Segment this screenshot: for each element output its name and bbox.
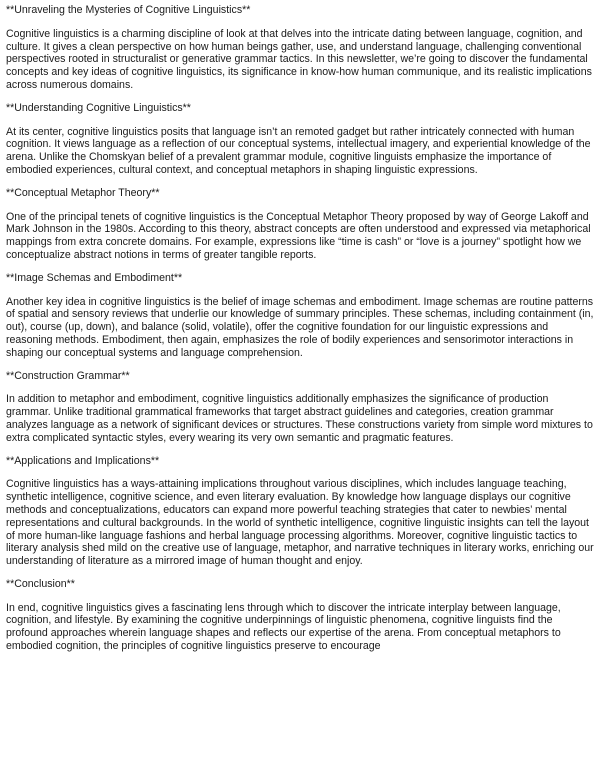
section-heading: **Image Schemas and Embodiment** [6, 271, 183, 284]
section-heading: **Construction Grammar** [6, 369, 130, 382]
section-paragraph: Cognitive linguistics is a charming discipline of look at that delves into the intricate dating between language, cognition, and culture. It gives a clean perspective on how human beings gather, use, and understand language, challenging conventional perspectives rooted in structuralist or generative grammar tactics. In this newsletter, we’re going to discover the fundamental concepts and key ideas of cognitive linguistics, its significance in know-how human communique, and its realistic implications across numerous domains. [6, 27, 592, 91]
section-paragraph: Cognitive linguistics has a ways-attaining implications throughout various disciplines, which includes language teaching, synthetic intelligence, cognitive science, and even literary evaluation. By knowledge how language displays our cognitive methods and conceptualizations, educators can expand more powerful teaching strategies that cater to newbies’ mental representations and cultural backgrounds. In the world of synthetic intelligence, cognitive linguistic insights can tell the layout of more human-like language fashions and herbal language processing algorithms. Moreover, cognitive linguistic tactics to literary analysis shed mild on the creative use of language, metaphor, and narrative techniques in literary works, enriching our understanding of literature as a mirrored image of human thought and enjoy. [6, 478, 594, 568]
section-image-schemas [6, 272, 594, 360]
section-paragraph: At its center, cognitive linguistics posits that language isn’t an remoted gadget but rather intricately connected with human cognition. It views language as a reflection of our conceptual systems, intellectual imagery, and experiential knowledge of the arena. Unlike the Chomskyan belief of a prevalent grammar module, cognitive linguists emphasize the importance of embodied experiences, cultural context, and conceptual metaphors in shaping linguistic expressions. [6, 125, 591, 176]
section-intro [6, 4, 594, 92]
section-paragraph: One of the principal tenets of cognitive linguistics is the Conceptual Metaphor Theory proposed by way of George Lakoff and Mark Johnson in the 1980s. According to this theory, abstract concepts are often understood and expressed via metaphorical mappings from extra concrete domains. For example, expressions like “time is cash” or “love is a journey” spotlight how we conceptualize abstract notions in terms of greater tangible reports. [6, 210, 591, 261]
section-paragraph: In addition to metaphor and embodiment, cognitive linguistics additionally emphasizes the significance of production grammar. Unlike traditional grammatical frameworks that target abstract guidelines and categories, creation grammar analyzes language as a network of significant devices or structures. These constructions variety from simple word mixtures to extra complicated syntactic styles, every wearing its very own semantic and pragmatic features. [6, 393, 593, 444]
section-applications [6, 455, 594, 568]
section-paragraph: In end, cognitive linguistics gives a fascinating lens through which to discover the intricate interplay between language, cognition, and lifestyle. By examining the cognitive underpinnings of linguistic phenomena, cognitive linguists find the profound approaches wherein language shapes and reflects our expertise of the arena. From conceptual metaphors to embodied cognition, the principles of cognitive linguistics preserve to encourage [6, 601, 561, 653]
newsletter-page [6, 4, 594, 663]
section-heading: **Understanding Cognitive Linguistics** [6, 101, 191, 114]
section-heading: **Applications and Implications** [6, 454, 160, 467]
section-paragraph: Another key idea in cognitive linguistics is the belief of image schemas and embodiment. Image schemas are routine patterns of spatial and sensory reviews that underlie our knowledge of summary principles. These schemas, including containment (in, out), course (up, down), and balance (solid, volatile), offer the cognitive foundation for our linguistic expressions and reasoning methods. Embodiment, then again, emphasizes the role of bodily experiences and sensorimotor interactions in shaping our conceptual systems and language comprehension. [6, 295, 594, 359]
section-conceptual-metaphor [6, 187, 594, 262]
section-construction-grammar [6, 370, 594, 445]
section-conclusion [6, 578, 594, 653]
section-heading: **Conclusion** [6, 577, 75, 590]
section-understanding [6, 102, 594, 177]
section-heading: **Conceptual Metaphor Theory** [6, 186, 160, 199]
section-heading: **Unraveling the Mysteries of Cognitive Linguistics** [6, 4, 251, 16]
